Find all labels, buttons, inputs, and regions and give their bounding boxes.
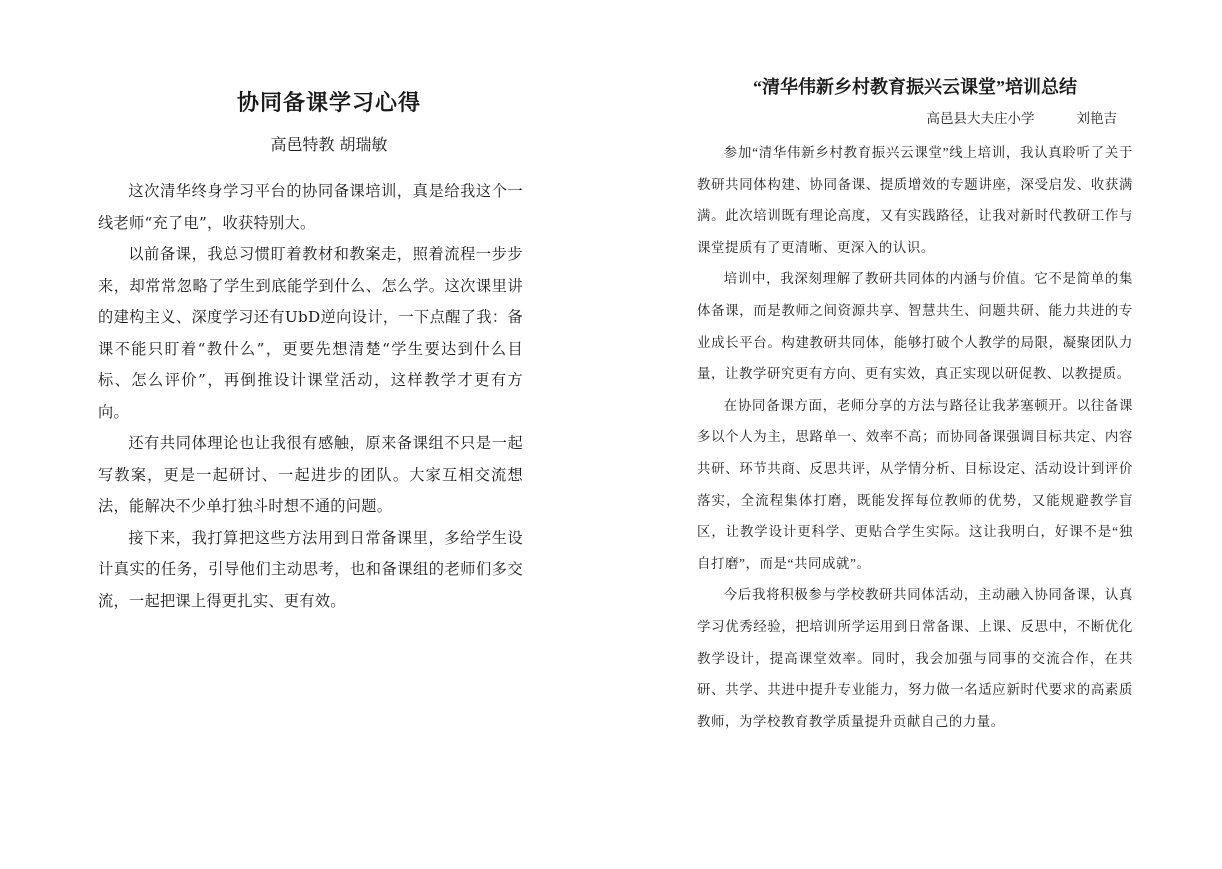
right-paragraph-4: 今后我将积极参与学校教研共同体活动，主动融入协同备课，认真学习优秀经验，把培训所学运用到日常备课、上课、反思中，不断优化教学设计，提高课堂效率。同时，我会加强与同事的交流合作，在共研、共学、共进中提升专业能力，努力做一名适应新时代要求的高素质教师，为学校教育教学质量提升贡献自己的力量。 bbox=[697, 587, 1133, 729]
left-paragraph-4: 接下来，我打算把这些方法用到日常备课里，多给学生设计真实的任务，引导他们主动思考，也和备课组的老师们多交流，一起把课上得更扎实、更有效。 bbox=[98, 528, 523, 610]
right-paragraph-3: 在协同备课方面，老师分享的方法与路径让我茅塞顿开。以往备课多以个人为主，思路单一、效率不高；而协同备课强调目标共定、内容共研、环节共商、反思共评，从学情分析、目标设定、活动设计到评价落实，全流程集体打磨，既能发挥每位教师的优势，又能规避教学盲区，让教学设计更科学、更贴合学生实际。这让我明白，好课不是“独自打磨”，而是“共同成就”。 bbox=[697, 397, 1133, 571]
left-document-body bbox=[98, 176, 523, 617]
right-paragraph-2: 培训中，我深刻理解了教研共同体的内涵与价值。它不是简单的集体备课，而是教师之间资源共享、智慧共生、问题共研、能力共进的专业成长平台。构建教研共同体，能够打破个人教学的局限，凝聚团队力量，让教学研究更有方向、更有实效，真正实现以研促教、以教提质。 bbox=[697, 271, 1133, 382]
left-paragraph-3: 还有共同体理论也让我很有感触，原来备课组不只是一起写教案，更是一起研讨、一起进步的团队。大家互相交流想法，能解决不少单打独斗时想不通的问题。 bbox=[98, 434, 523, 515]
right-document-school: 高邑县大夫庄小学 bbox=[926, 111, 1035, 126]
left-document-author: 高邑特教 胡瑞敏 bbox=[270, 135, 388, 154]
left-document-title: 协同备课学习心得 bbox=[236, 90, 421, 116]
left-paragraph-2: 以前备课，我总习惯盯着教材和教案走，照着流程一步步来，却常常忽略了学生到底能学到什么、怎么学。这次课里讲的建构主义、深度学习还有UbD逆向设计，一下点醒了我：备课不能只盯着“教什么”，更要先想清楚“学生要达到什么目标、怎么评价”，再倒推设计课堂活动，这样教学才更有方向。 bbox=[98, 245, 523, 421]
left-paragraph-1: 这次清华终身学习平台的协同备课培训，真是给我这个一线老师“充了电”，收获特别大。 bbox=[98, 182, 523, 232]
right-document-byline bbox=[697, 107, 1117, 127]
right-document-author: 刘艳吉 bbox=[1076, 111, 1117, 126]
right-document-title: “清华伟新乡村教育振兴云课堂”培训总结 bbox=[753, 77, 1077, 97]
right-paragraph-1: 参加“清华伟新乡村教育振兴云课堂”线上培训，我认真聆听了关于教研共同体构建、协同备课、提质增效的专题讲座，深受启发、收获满满。此次培训既有理论高度，又有实践路径，让我对新时代教研工作与课堂提质有了更清晰、更深入的认识。 bbox=[697, 145, 1133, 255]
right-document-body bbox=[697, 137, 1133, 737]
